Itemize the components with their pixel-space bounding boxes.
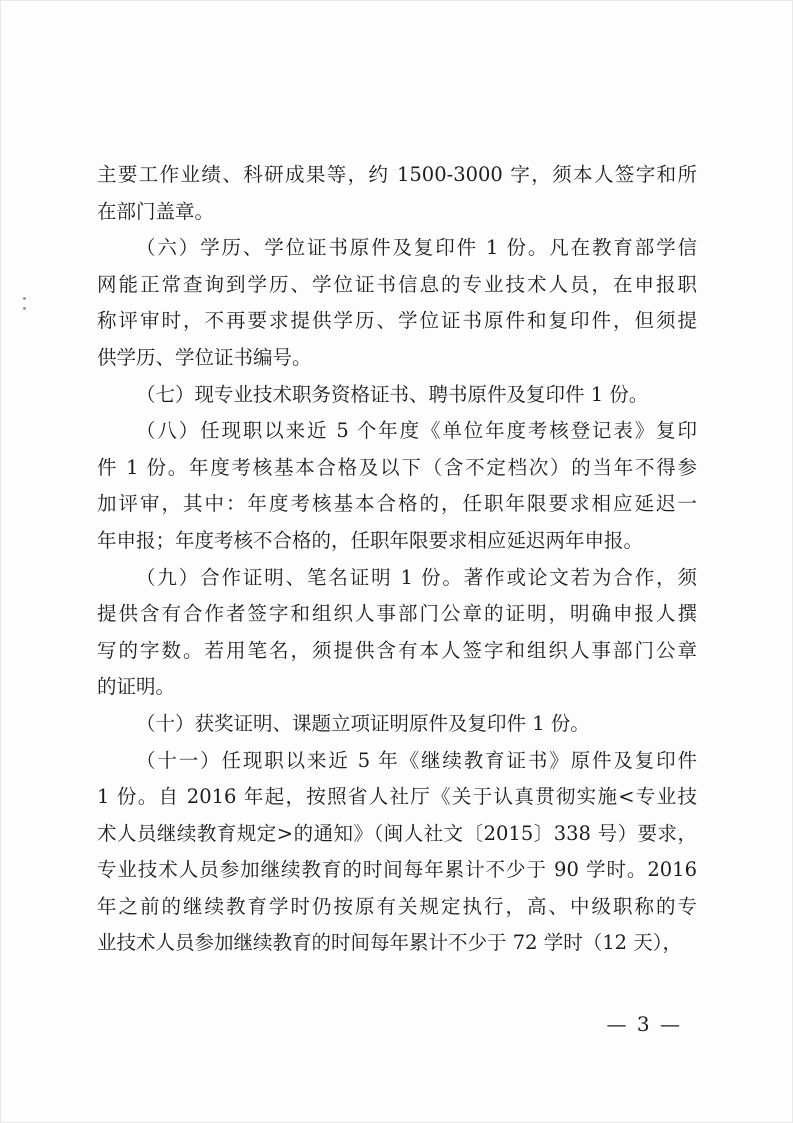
paragraph — [97, 157, 697, 230]
text-line: 写的字数。若用笔名，须提供含有本人签字和组织人事部门公章 — [97, 638, 697, 662]
text-line: 供学历、学位证书编号。 — [97, 345, 312, 369]
text-line: （九）合作证明、笔名证明 1 份。著作或论文若为合作，须 — [136, 565, 697, 589]
text-line: （八）任现职以来近 5 个年度《单位年度考核登记表》复印 — [136, 419, 697, 443]
text-line: （六）学历、学位证书原件及复印件 1 份。凡在教育部学信 — [136, 236, 697, 260]
text-line: 网能正常查询到学历、学位证书信息的专业技术人员，在申报职 — [97, 272, 697, 296]
text-line: 加评审，其中：年度考核基本合格的，任职年限要求相应延迟一 — [97, 492, 697, 516]
text-line: 业技术人员参加继续教育的时间每年累计不少于 72 学时（12 天）， — [97, 931, 682, 955]
text-line: 年申报；年度考核不合格的，任职年限要求相应延迟两年申报。 — [97, 528, 644, 552]
text-line: （七）现专业技术职务资格证书、聘书原件及复印件 1 份。 — [136, 382, 649, 406]
document-body — [97, 157, 697, 962]
paragraph — [97, 377, 697, 414]
paragraph — [97, 743, 697, 963]
text-line: 年之前的继续教育学时仍按原有关规定执行，高、中级职称的专 — [97, 894, 697, 918]
scan-speck — [23, 307, 26, 310]
text-line: 1 份。自 2016 年起，按照省人社厅《关于认真贯彻实施<专业技 — [97, 785, 697, 809]
text-line: 件 1 份。年度考核基本合格及以下（含不定档次）的当年不得参 — [97, 455, 697, 479]
scan-speck — [23, 297, 26, 300]
text-line: （十）获奖证明、课题立项证明原件及复印件 1 份。 — [136, 711, 590, 735]
text-line: 在部门盖章。 — [97, 199, 215, 223]
page-number: — 3 — — [606, 1012, 682, 1036]
paragraph — [97, 706, 697, 743]
text-line: 主要工作业绩、科研成果等，约 1500-3000 字，须本人签字和所 — [97, 163, 697, 186]
paragraph — [97, 413, 697, 559]
paragraph — [97, 230, 697, 376]
text-line: （十一）任现职以来近 5 年《继续教育证书》原件及复印件 — [136, 748, 697, 772]
text-line: 提供含有合作者签字和组织人事部门公章的证明，明确申报人撰 — [97, 602, 697, 626]
text-line: 专业技术人员参加继续教育的时间每年累计不少于 90 学时。2016 — [97, 858, 697, 882]
paragraph — [97, 560, 697, 706]
text-line: 称评审时，不再要求提供学历、学位证书原件和复印件，但须提 — [97, 309, 697, 333]
text-line: 的证明。 — [97, 675, 176, 699]
text-line: 术人员继续教育规定>的通知》（闽人社文〔2015〕338 号）要求， — [97, 821, 697, 845]
